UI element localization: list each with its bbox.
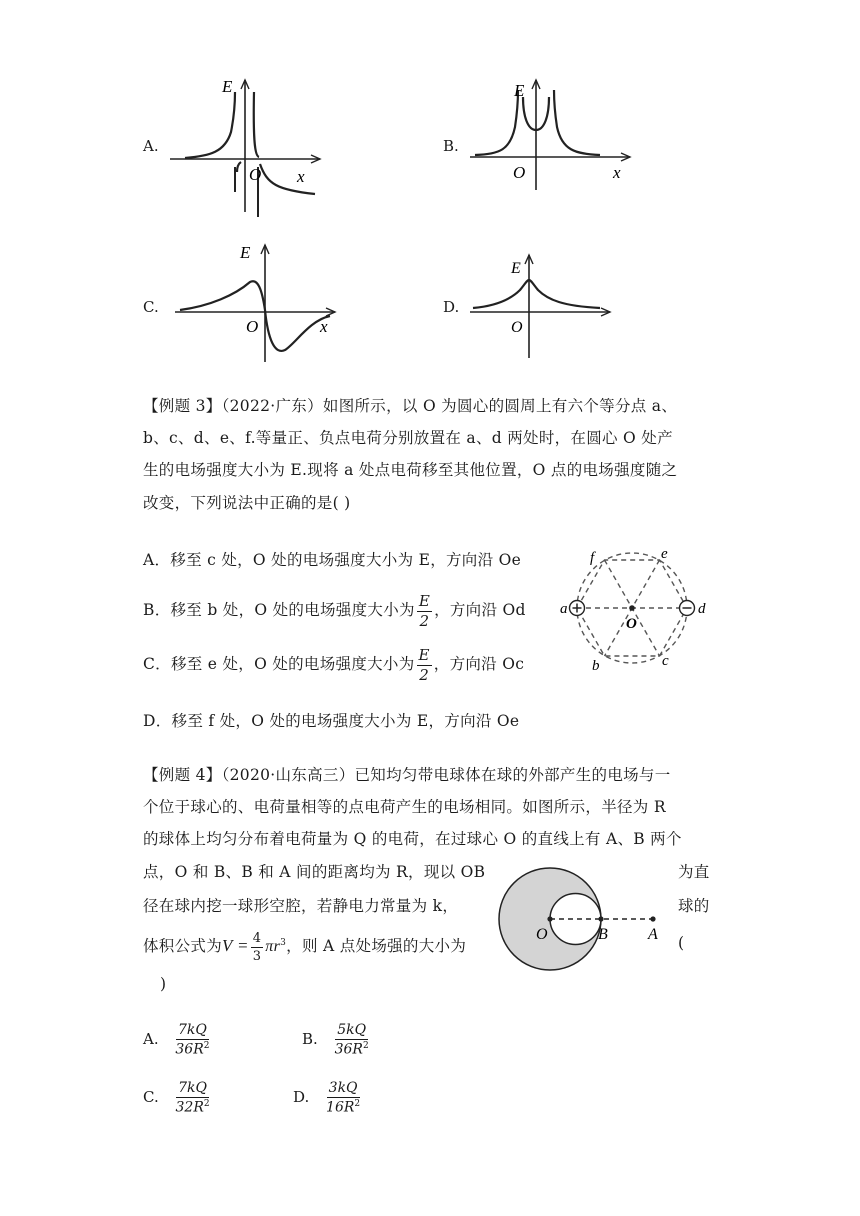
ex3-line-4: 改变，下列说法中正确的是( ) (143, 494, 351, 512)
ex4-line-6-right: ( (678, 934, 685, 952)
graph-c-axis-x: x (320, 317, 328, 336)
ex4-line-6-post: ，则 A 点处场强的大小为 (286, 937, 467, 956)
ex3-option-b (143, 590, 526, 630)
hexagon-figure (552, 548, 712, 673)
graph-d-origin: O (511, 319, 523, 336)
ex4-line-6 (143, 923, 466, 967)
ex4-option-c-exp: 2 (203, 1099, 210, 1110)
ex4-option-d-letter: D. (293, 1088, 310, 1106)
sphere-label-a: A (648, 926, 658, 943)
ex4-line-4-right: 为直 (678, 863, 710, 881)
graph-c-origin: O (246, 317, 259, 336)
ex3-option-c-frac-num: E (418, 645, 430, 664)
graph-b (465, 72, 635, 192)
ex4-option-d (293, 1075, 362, 1119)
hex-label-d: d (698, 601, 706, 617)
graph-b-axis-x: x (613, 163, 621, 182)
graph-option-d-letter: D. (443, 298, 460, 316)
ex4-option-a (143, 1017, 211, 1061)
ex3-option-c-dir: ，方向沿 Oc (433, 655, 525, 673)
ex3-option-c (143, 644, 524, 684)
hex-label-a: a (560, 601, 568, 617)
graph-a (165, 72, 325, 217)
ex3-line-3: 生的电场强度大小为 E.现将 a 处点电荷移至其他位置，O 点的电场强度随之 (143, 461, 678, 479)
ex4-option-d-exp: 2 (354, 1099, 361, 1110)
ex4-option-c-den: 32R (175, 1099, 204, 1116)
graph-b-axis-e: E (514, 81, 525, 100)
hex-label-b: b (592, 658, 600, 673)
ex4-option-b-letter: B. (302, 1030, 318, 1048)
ex3-option-a: A．移至 c 处，O 处的电场强度大小为 E，方向沿 Oe (143, 551, 522, 569)
ex4-option-a-num: 7kQ (178, 1022, 207, 1039)
ex4-line-5: 径在球内挖一球形空腔，若静电力常量为 k， (143, 897, 459, 915)
ex4-line-1: 【例题 4】（2020·山东高三）已知均匀带电球体在球的外部产生的电场与一 (143, 766, 671, 784)
volume-formula-tail: πr (265, 938, 281, 956)
ex4-line-7: ) (160, 975, 167, 993)
ex3-option-c-text: C．移至 e 处，O 处的电场强度大小为 (143, 655, 415, 673)
graph-a-axis-e: E (222, 77, 233, 96)
graph-a-origin: O (249, 165, 262, 184)
volume-formula-lhs: V = (222, 936, 249, 956)
graph-d-axis-e: E (511, 260, 521, 277)
ex4-line-3: 的球体上均匀分布着电荷量为 Q 的电荷，在过球心 O 的直线上有 A、B 两个 (143, 830, 682, 848)
graph-option-c-letter: C. (143, 298, 159, 316)
ex3-option-b-text: B．移至 b 处，O 处的电场强度大小为 (143, 601, 415, 619)
ex4-option-a-exp: 2 (203, 1041, 210, 1052)
ex3-option-b-frac-den: 2 (419, 611, 430, 630)
ex4-option-a-den: 36R (175, 1041, 204, 1058)
ex4-option-a-letter: A. (143, 1030, 159, 1048)
graph-a-axis-x: x (297, 167, 305, 186)
hex-label-e: e (661, 548, 668, 562)
ex4-option-d-num: 3kQ (328, 1080, 358, 1097)
ex4-line-2: 个位于球心的、电荷量相等的点电荷产生的电场相同。如图所示，半径为 R (143, 798, 666, 816)
ex4-option-b (302, 1017, 371, 1061)
sphere-cavity-figure (495, 852, 675, 972)
graph-c-axis-e: E (240, 243, 251, 262)
ex4-option-c (143, 1075, 212, 1119)
ex3-option-b-frac-num: E (418, 591, 431, 610)
ex4-option-c-num: 7kQ (178, 1080, 207, 1097)
graph-option-a-letter: A. (143, 137, 159, 155)
ex4-line-6-pre: 体积公式为 (143, 937, 223, 956)
graph-option-b-letter: B. (443, 137, 459, 155)
hex-label-f: f (590, 550, 595, 566)
hex-label-c: c (662, 653, 669, 669)
graph-c (170, 240, 340, 365)
ex3-option-d: D．移至 f 处，O 处的电场强度大小为 E，方向沿 Oe (143, 712, 520, 730)
ex3-option-c-frac-den: 2 (419, 665, 430, 684)
ex3-line-1: 【例题 3】（2022·广东）如图所示，以 O 为圆心的圆周上有六个等分点 a、 (143, 397, 678, 415)
volume-formula-den: 3 (252, 948, 262, 964)
ex4-line-5-right: 球的 (678, 897, 710, 915)
ex4-option-c-letter: C. (143, 1088, 159, 1106)
ex4-option-d-den: 16R (326, 1099, 355, 1116)
graph-b-origin: O (513, 163, 526, 182)
volume-formula-num: 4 (252, 930, 262, 946)
ex3-line-2: b、c、d、e、f.等量正、负点电荷分别放置在 a、d 两处时，在圆心 O 处产 (143, 429, 673, 447)
volume-formula-exp: 3 (280, 938, 287, 948)
ex4-line-4: 点，O 和 B、B 和 A 间的距离均为 R，现以 OB (143, 863, 486, 881)
ex4-option-b-den: 36R (334, 1041, 363, 1058)
hex-label-o: O (626, 616, 637, 632)
graph-d (465, 250, 615, 362)
ex4-option-b-exp: 2 (362, 1041, 369, 1052)
ex4-option-b-num: 5kQ (337, 1022, 367, 1039)
sphere-label-b: B (598, 926, 608, 943)
sphere-label-o: O (536, 926, 548, 943)
ex3-option-b-dir: ，方向沿 Od (434, 601, 526, 619)
